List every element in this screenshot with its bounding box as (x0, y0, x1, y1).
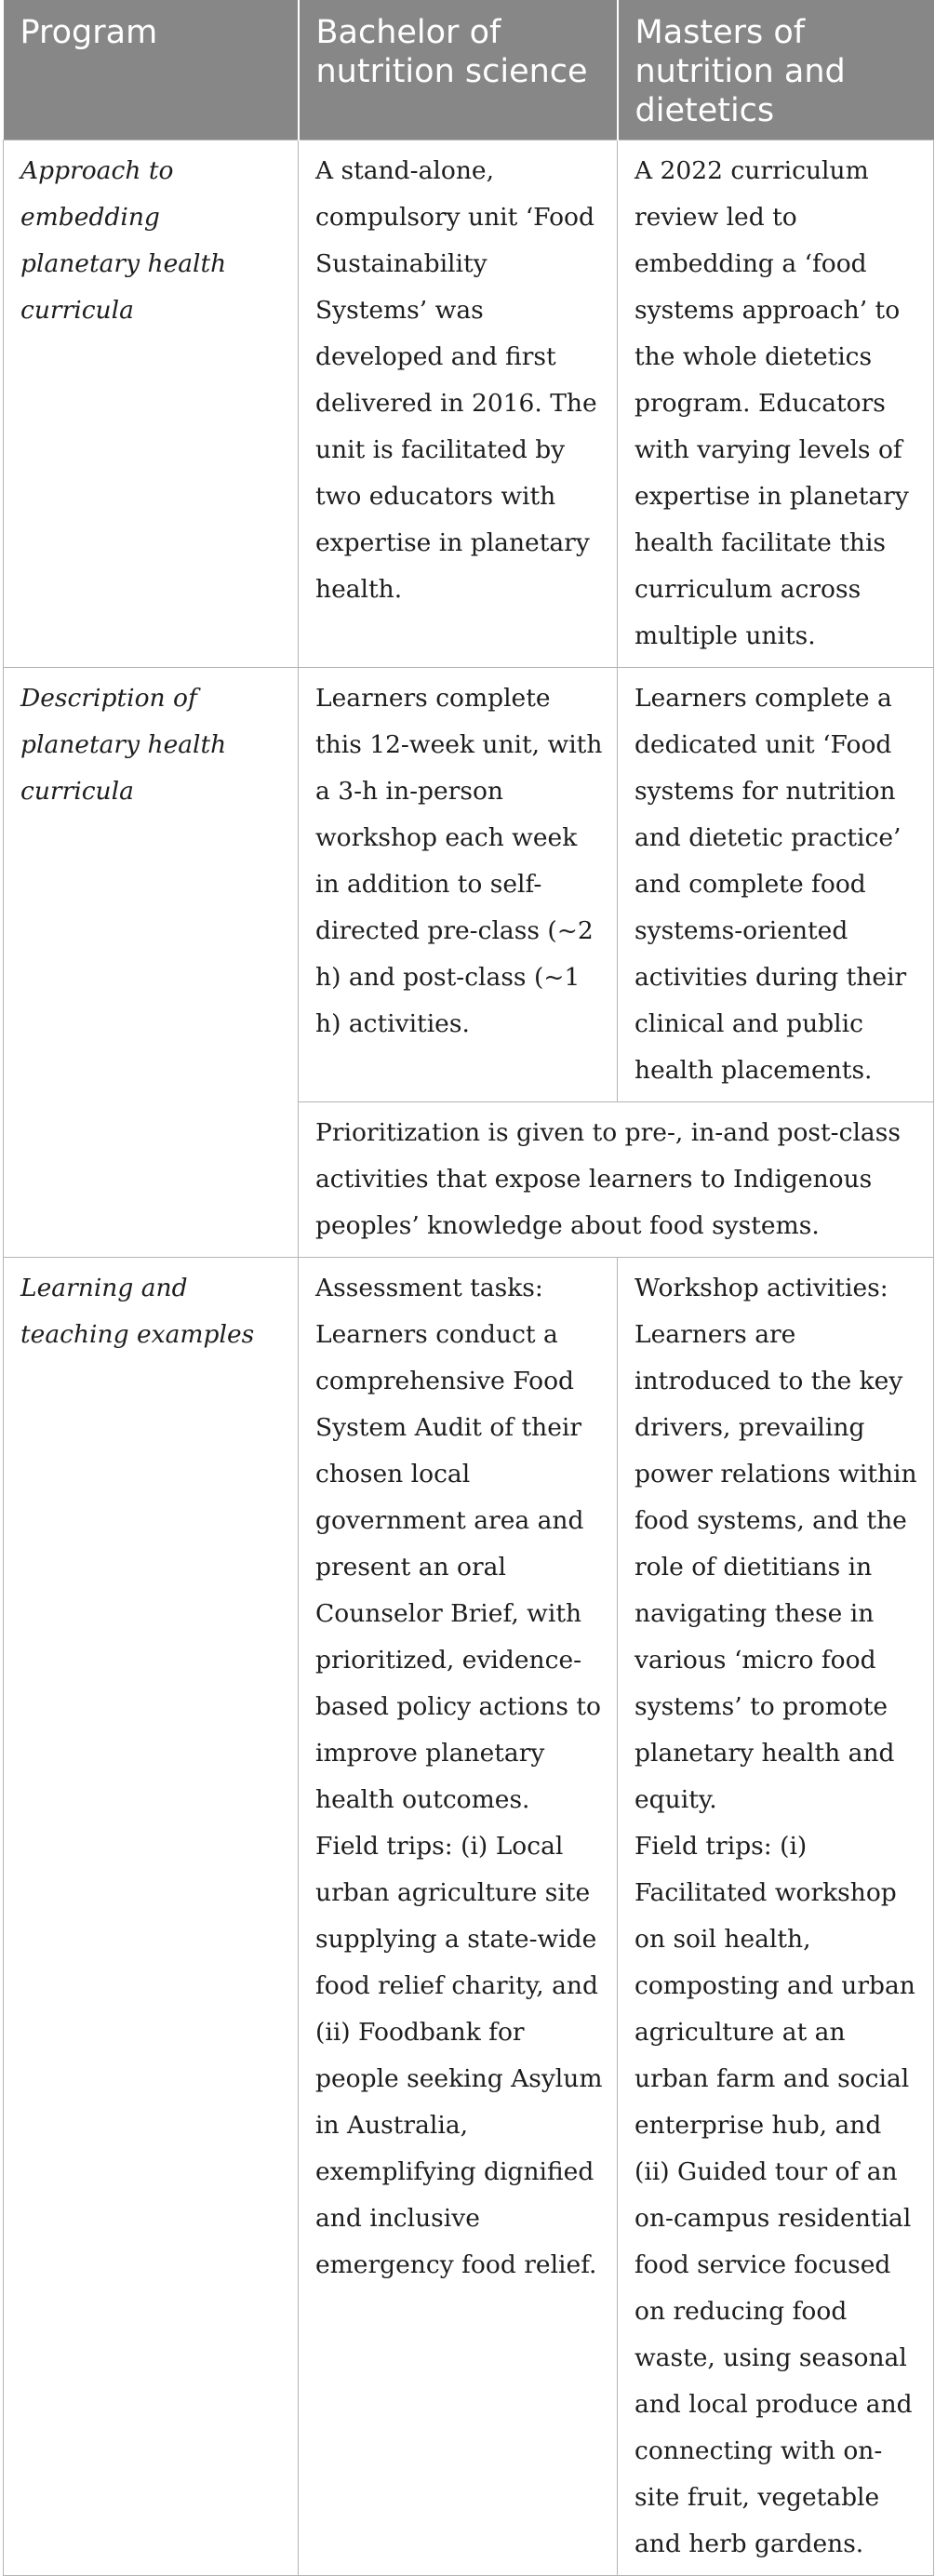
cell-examples-bachelor (299, 1258, 618, 2576)
bachelor-field-trips-text: Field trips: (i) Local urban agriculture site supplying a state-wide food relief charity, and (ii) Foodbank for people seeking Asylum in Australia, exemplifying dignified and inclusive emergency food relief. (315, 1832, 603, 2279)
table-row-description (4, 668, 934, 1102)
row-label-description: Description of planetary health curricula (4, 668, 299, 1258)
assessment-tasks-text: Learners conduct a comprehensive Food System Audit of their chosen local government area and present an oral Counselor Brief, with prioritized, evidence-based policy actions to improve planetary health outcomes. (315, 1320, 601, 1814)
header-masters: Masters of nutrition and dietetics (618, 0, 934, 140)
header-program: Program (4, 0, 299, 140)
row-label-examples: Learning and teaching examples (4, 1258, 299, 2576)
header-bachelor: Bachelor of nutrition science (299, 0, 618, 140)
cell-approach-bachelor: A stand-alone, compulsory unit ‘Food Sustainability Systems’ was developed and first delivered in 2016. The unit is facilitated by two educators with expertise in planetary health. (299, 140, 618, 668)
table-row-examples (4, 1258, 934, 2576)
cell-description-bachelor: Learners complete this 12-week unit, with a 3-h in-person workshop each week in addition to self-directed pre-class (~2 h) and post-class (~1 h) activities. (299, 668, 618, 1102)
cell-description-shared: Prioritization is given to pre-, in-and post-class activities that expose learners to Indigenous peoples’ knowledge about food systems. (299, 1102, 934, 1258)
masters-field-trips-text: Field trips: (i) Facilitated workshop on soil health, composting and urban agriculture at an urban farm and social enterprise hub, and (ii) Guided tour of an on-campus residential food service focused on reducing food waste, using seasonal and local produce and connecting with on-site fruit, vegetable and herb gardens. (634, 1832, 915, 2558)
table-row-approach (4, 140, 934, 668)
assessment-tasks-heading: Assessment tasks: (315, 1274, 543, 1302)
workshop-activities-text: Learners are introduced to the key drivers, prevailing power relations within food systems, and the role of dietitians in navigating these in various ‘micro food systems’ to promote planetary health and equity. (634, 1320, 917, 1814)
cell-examples-masters (618, 1258, 934, 2576)
planetary-health-curricula-table (3, 0, 934, 2576)
cell-description-masters: Learners complete a dedicated unit ‘Food systems for nutrition and dietetic practice’ and complete food systems-oriented activities during their clinical and public health placements. (618, 668, 934, 1102)
workshop-activities-heading: Workshop activities: (634, 1274, 888, 1302)
cell-approach-masters: A 2022 curriculum review led to embedding a ‘food systems approach’ to the whole dietetics program. Educators with varying levels of expertise in planetary health facilitate this curriculum across multiple units. (618, 140, 934, 668)
row-label-approach: Approach to embedding planetary health curricula (4, 140, 299, 668)
header-row (4, 0, 934, 140)
